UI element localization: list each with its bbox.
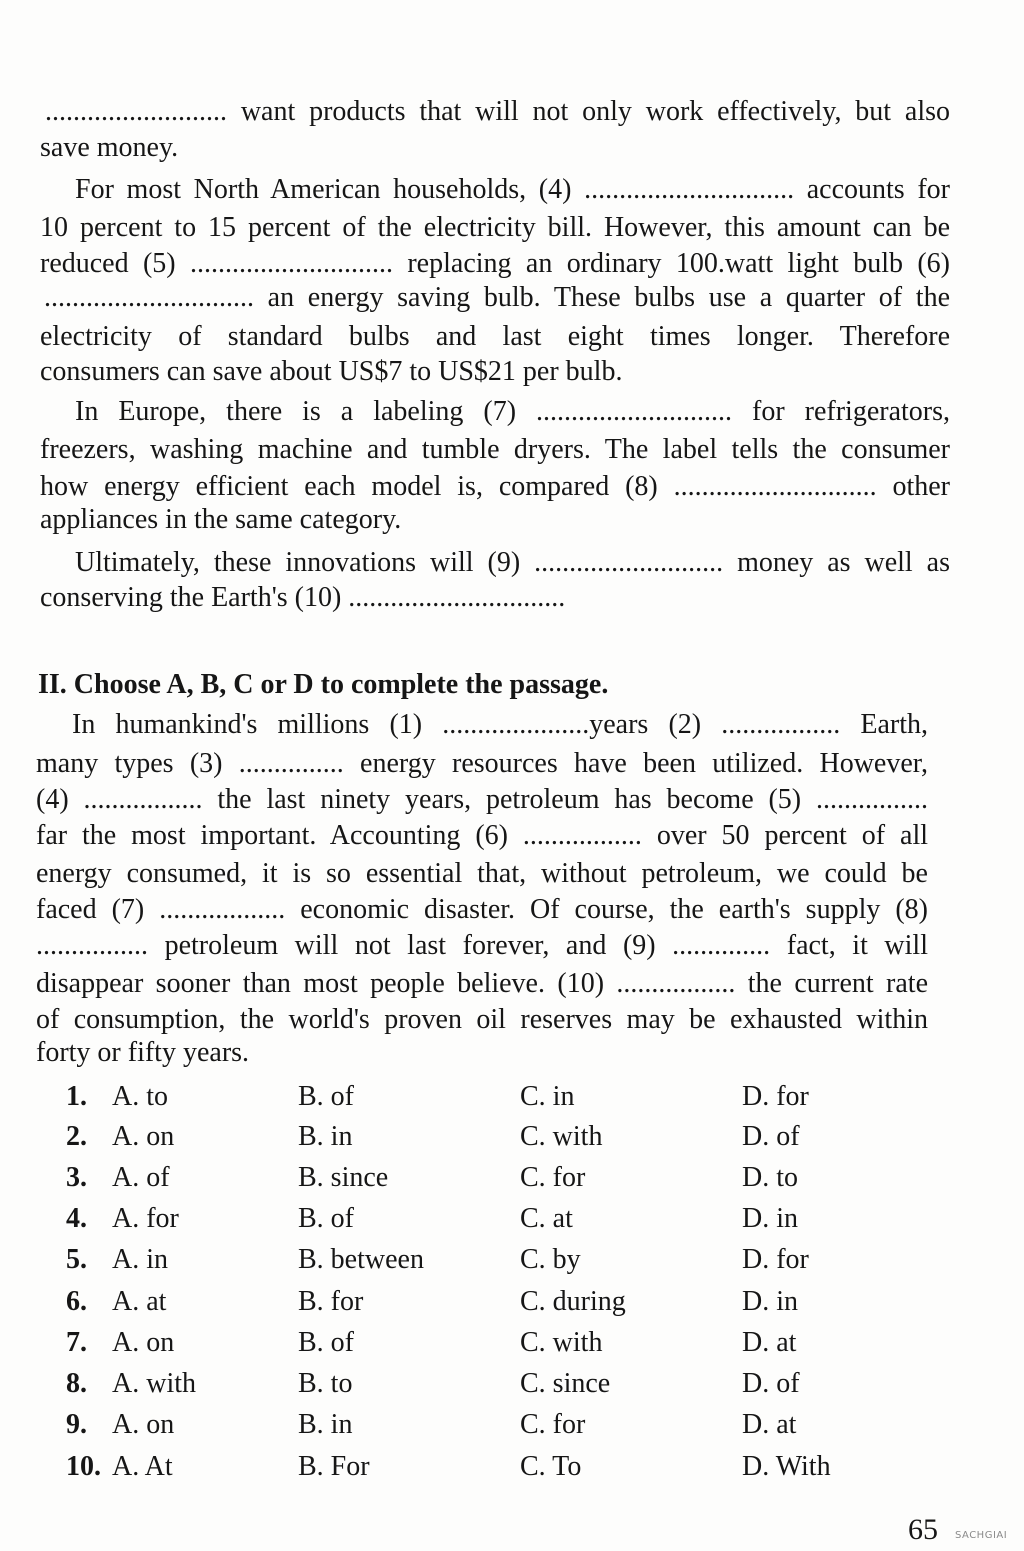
question-row xyxy=(0,1325,1024,1361)
passage-line: .............................. an energy saving bulb. These bulbs use a quarter of the xyxy=(44,282,950,313)
option-d: D. in xyxy=(742,1203,798,1234)
passage-line: energy consumed, it is so essential that, without petroleum, we could be xyxy=(36,858,928,889)
passage-line: how energy efficient each model is, compared (8) ............................. other xyxy=(40,471,950,502)
question-row xyxy=(0,1160,1024,1196)
option-a: A. to xyxy=(112,1081,168,1112)
option-b: B. since xyxy=(298,1162,389,1193)
option-a: A. in xyxy=(112,1244,168,1275)
option-c: C. in xyxy=(520,1081,575,1112)
passage-line: faced (7) .................. economic disaster. Of course, the earth's supply (8) xyxy=(36,894,928,925)
passage-line: ................ petroleum will not last forever, and (9) .............. fact, it will xyxy=(36,930,928,961)
option-d: D. for xyxy=(742,1081,809,1112)
passage-line: far the most important. Accounting (6) ................. over 50 percent of all xyxy=(36,820,928,851)
option-c: C. To xyxy=(520,1451,582,1482)
option-d: D. of xyxy=(742,1121,800,1152)
option-b: B. of xyxy=(298,1081,354,1112)
passage-line: Ultimately, these innovations will (9) ........................... money as well as xyxy=(75,547,950,578)
passage-line: 10 percent to 15 percent of the electricity bill. However, this amount can be xyxy=(40,212,950,243)
passage-line: reduced (5) ............................. replacing an ordinary 100.watt light bulb (6) xyxy=(40,248,950,279)
option-a: A. on xyxy=(112,1121,175,1152)
option-a: A. At xyxy=(112,1451,173,1482)
question-number: 1. xyxy=(66,1081,87,1112)
passage-line: forty or fifty years. xyxy=(36,1037,250,1068)
question-row xyxy=(0,1284,1024,1320)
option-d: D. for xyxy=(742,1244,809,1275)
option-d: D. to xyxy=(742,1162,798,1193)
watermark-logo: SACHGIAI xyxy=(955,1530,1008,1541)
question-row xyxy=(0,1449,1024,1485)
option-a: A. at xyxy=(112,1286,167,1317)
passage-line: freezers, washing machine and tumble dryers. The label tells the consumer xyxy=(40,434,950,465)
section-heading: II. Choose A, B, C or D to complete the passage. xyxy=(38,669,609,700)
question-row xyxy=(0,1407,1024,1443)
option-a: A. for xyxy=(112,1203,179,1234)
question-number: 2. xyxy=(66,1121,87,1152)
passage-line: appliances in the same category. xyxy=(40,504,402,535)
option-c: C. with xyxy=(520,1327,603,1358)
option-b: B. in xyxy=(298,1409,353,1440)
passage-line: of consumption, the world's proven oil reserves may be exhausted within xyxy=(36,1004,928,1035)
passage-line: In Europe, there is a labeling (7) ............................ for refrigerators, xyxy=(75,396,950,427)
question-row xyxy=(0,1201,1024,1237)
option-a: A. on xyxy=(112,1327,175,1358)
option-d: D. in xyxy=(742,1286,798,1317)
question-number: 5. xyxy=(66,1244,87,1275)
passage-line: conserving the Earth's (10) ............................... xyxy=(40,582,566,613)
passage-line: many types (3) ............... energy resources have been utilized. However, xyxy=(36,748,928,779)
question-row xyxy=(0,1079,1024,1115)
passage-line: disappear sooner than most people believe. (10) ................. the current rate xyxy=(36,968,928,999)
option-a: A. with xyxy=(112,1368,196,1399)
option-c: C. by xyxy=(520,1244,581,1275)
option-c: C. since xyxy=(520,1368,611,1399)
option-b: B. for xyxy=(298,1286,364,1317)
passage-line: consumers can save about US$7 to US$21 per bulb. xyxy=(40,356,623,387)
question-row xyxy=(0,1366,1024,1402)
question-number: 3. xyxy=(66,1162,87,1193)
option-a: A. on xyxy=(112,1409,175,1440)
question-row xyxy=(0,1119,1024,1155)
page-number: 65 xyxy=(908,1513,938,1546)
option-d: D. With xyxy=(742,1451,831,1482)
option-d: D. at xyxy=(742,1409,797,1440)
question-number: 10. xyxy=(66,1451,101,1482)
option-b: B. between xyxy=(298,1244,424,1275)
option-a: A. of xyxy=(112,1162,170,1193)
question-number: 6. xyxy=(66,1286,87,1317)
option-b: B. of xyxy=(298,1203,354,1234)
question-number: 4. xyxy=(66,1203,87,1234)
question-number: 9. xyxy=(66,1409,87,1440)
option-b: B. in xyxy=(298,1121,353,1152)
option-c: C. with xyxy=(520,1121,603,1152)
option-b: B. of xyxy=(298,1327,354,1358)
option-d: D. at xyxy=(742,1327,797,1358)
passage-line: For most North American households, (4) .............................. accounts for xyxy=(75,174,950,205)
passage-line: electricity of standard bulbs and last eight times longer. Therefore xyxy=(40,321,950,352)
option-b: B. For xyxy=(298,1451,370,1482)
option-c: C. for xyxy=(520,1162,586,1193)
passage-line: save money. xyxy=(40,132,179,163)
passage-line: In humankind's millions (1) .....................years (2) ................. Earth, xyxy=(72,709,928,740)
option-c: C. at xyxy=(520,1203,573,1234)
passage-line: (4) ................. the last ninety years, petroleum has become (5) ................ xyxy=(36,784,928,815)
question-number: 7. xyxy=(66,1327,87,1358)
question-row xyxy=(0,1242,1024,1278)
question-number: 8. xyxy=(66,1368,87,1399)
option-c: C. during xyxy=(520,1286,626,1317)
option-b: B. to xyxy=(298,1368,353,1399)
option-d: D. of xyxy=(742,1368,800,1399)
passage-line: .......................... want products that will not only work effectively, but also xyxy=(45,96,950,127)
option-c: C. for xyxy=(520,1409,586,1440)
